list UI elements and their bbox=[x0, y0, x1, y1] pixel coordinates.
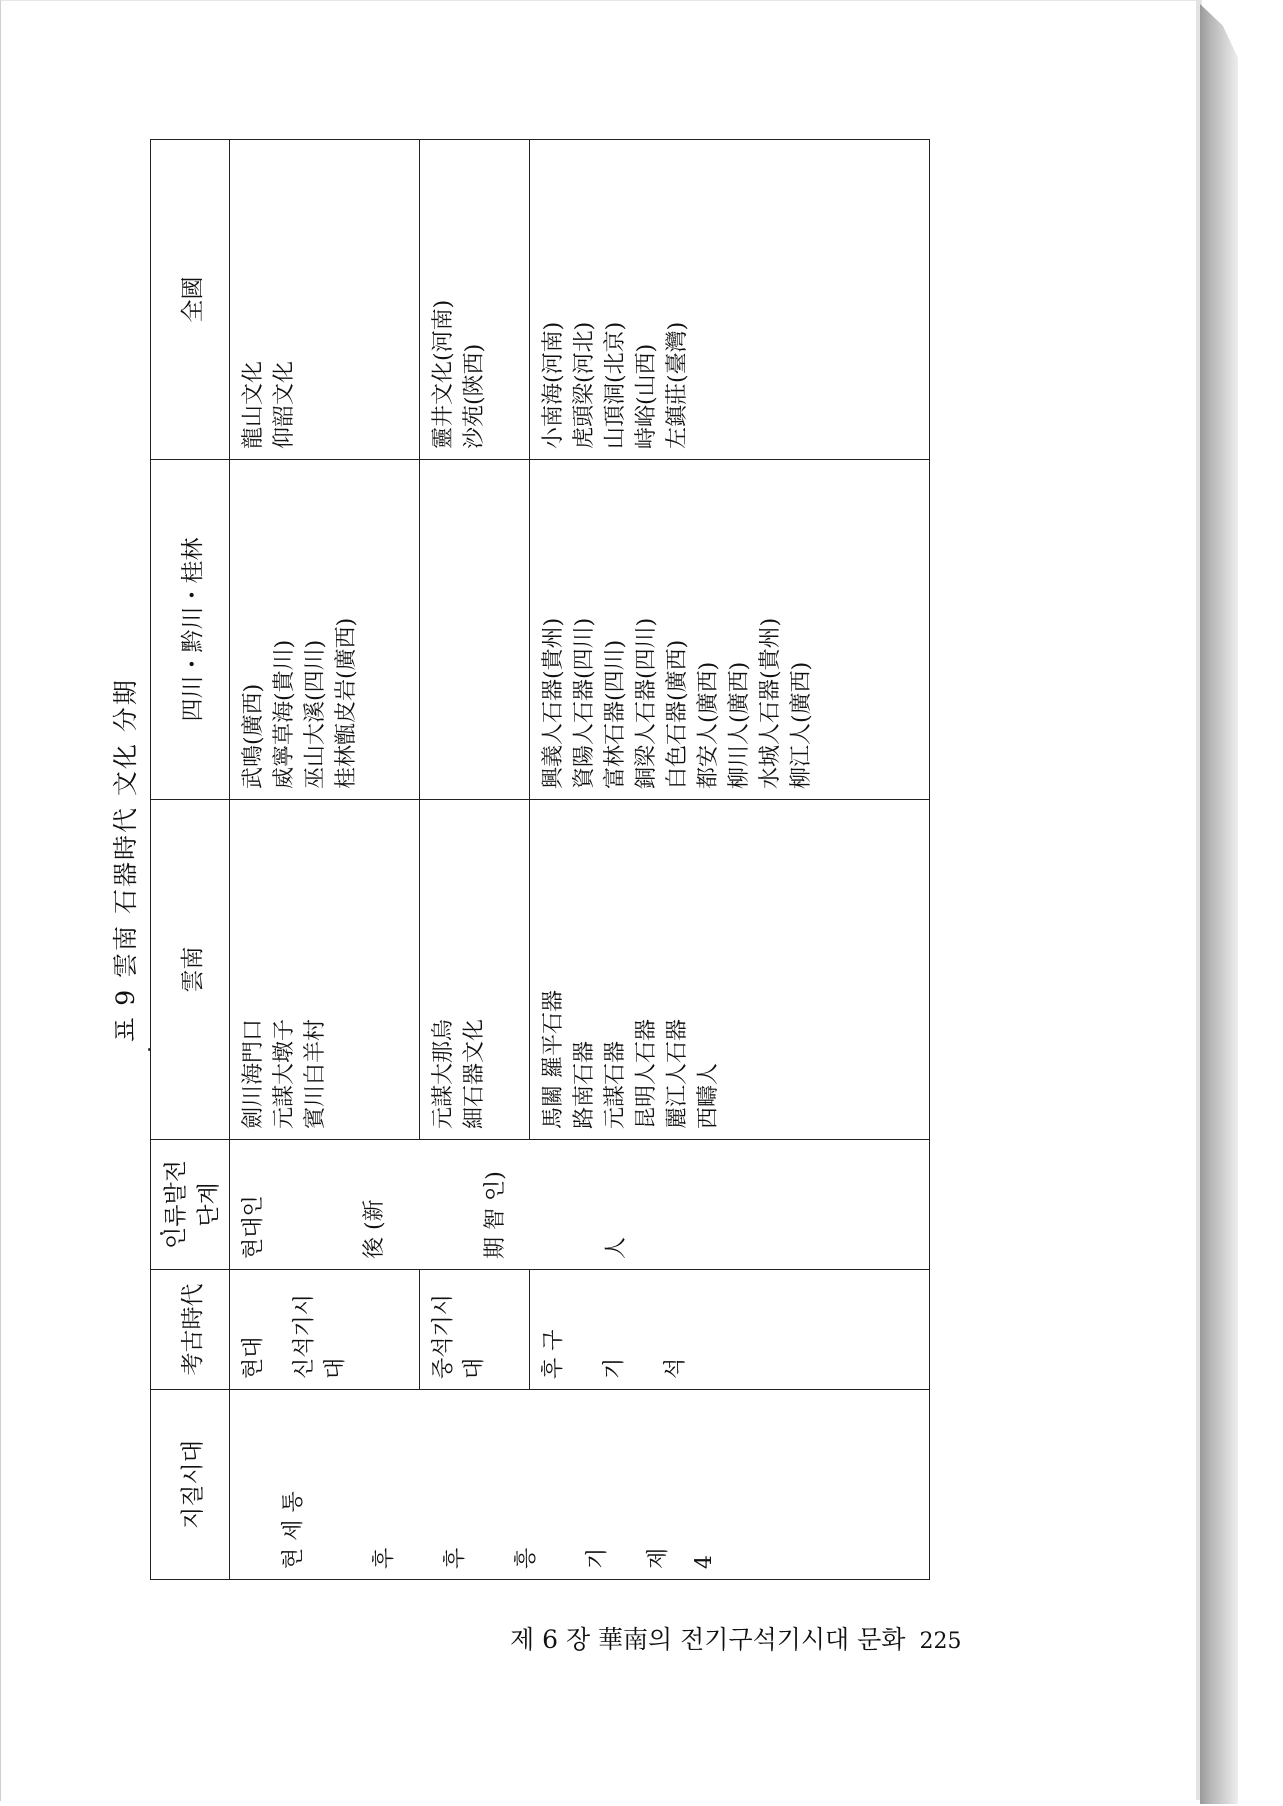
header-sichuan: 四川・黔川・桂林 bbox=[151, 460, 230, 800]
geo-gi: 기 bbox=[585, 1547, 610, 1569]
site: 西疇人 bbox=[696, 1062, 721, 1129]
site: 虎頭梁(河北) bbox=[572, 321, 597, 449]
site: 馬關 羅平石器 bbox=[541, 990, 566, 1129]
site: 山頂洞(北京) bbox=[603, 321, 628, 449]
row1-national bbox=[230, 140, 420, 460]
row1-yunnan bbox=[230, 800, 420, 1140]
arch-seok: 석 bbox=[663, 1357, 688, 1379]
site: 巫山大溪(四川) bbox=[303, 639, 328, 789]
site: 武鳴(廣西) bbox=[241, 683, 266, 789]
site: 白色石器(廣西) bbox=[665, 639, 690, 789]
arch-jungseok-cell bbox=[420, 1270, 530, 1390]
site: 元謀大那烏 bbox=[431, 1018, 456, 1129]
table-caption: 표 9 雲南 石器時代 文化 分期 bbox=[111, 678, 140, 1042]
geo-je: 제 bbox=[646, 1547, 671, 1569]
geo-jeonsetong: 현 세 통 bbox=[281, 1491, 306, 1569]
site: 元謀大墩子 bbox=[272, 1018, 297, 1129]
header-yunnan: 雲南 bbox=[151, 800, 230, 1140]
row3-national bbox=[530, 140, 930, 460]
geo-cell bbox=[230, 1390, 930, 1580]
geo-heung: 흥 bbox=[514, 1547, 539, 1569]
chapter-title: 제 6 장 華南의 전기구석기시대 문화 bbox=[510, 1625, 906, 1654]
arch-hyeondae: 현대 bbox=[241, 1336, 266, 1379]
row1-sichuan bbox=[230, 460, 420, 800]
site: 元謀石器 bbox=[603, 1040, 628, 1129]
site: 柳江人(廣西) bbox=[789, 661, 814, 789]
rotated-table-block bbox=[111, 140, 960, 1580]
site: 龍山文化 bbox=[241, 360, 266, 449]
row3-sichuan bbox=[530, 460, 930, 800]
site: 桂林甑皮岩(廣西) bbox=[334, 617, 359, 789]
site: 都安人(廣西) bbox=[696, 661, 721, 789]
header-human: 인류발전 단계 bbox=[151, 1140, 230, 1270]
arch-sinseok-cell bbox=[230, 1270, 420, 1390]
arch-sinseok: 신석기시대 bbox=[292, 1293, 348, 1379]
geo-hu: 후 bbox=[372, 1547, 397, 1569]
site: 富林石器(四川) bbox=[603, 639, 628, 789]
row2-yunnan bbox=[420, 800, 530, 1140]
site: 峙峪(山西) bbox=[634, 343, 659, 449]
row2-national bbox=[420, 140, 530, 460]
site: 水城人石器(貴州) bbox=[758, 617, 783, 789]
site: 仰韶文化 bbox=[272, 360, 297, 449]
site: 威寧草海(貴川) bbox=[272, 639, 297, 789]
site: 沙苑(陝西) bbox=[462, 343, 487, 449]
arch-hu-gu: 후 구 bbox=[541, 1329, 566, 1379]
site: 資陽人石器(四川) bbox=[572, 617, 597, 789]
site: 路南石器 bbox=[572, 1040, 597, 1129]
site: 劍川海門口 bbox=[241, 1018, 266, 1129]
header-national: 全國 bbox=[151, 140, 230, 460]
page-number: 225 bbox=[919, 1629, 962, 1654]
culture-periodization-table bbox=[150, 139, 930, 1580]
site: 柳川人(廣西) bbox=[727, 661, 752, 789]
arch-gi: 기 bbox=[602, 1357, 627, 1379]
arch-jungseok: 중석기시대 bbox=[431, 1293, 487, 1379]
site: 細石器文化 bbox=[462, 1018, 487, 1129]
row3-yunnan bbox=[530, 800, 930, 1140]
row2-sichuan bbox=[420, 460, 530, 800]
human-ji-gi: 期 智 인) bbox=[483, 1171, 508, 1259]
site: 昆明人石器 bbox=[634, 1018, 659, 1129]
geo-four: 4 bbox=[692, 1555, 717, 1569]
site: 小南海(河南) bbox=[541, 321, 566, 449]
human-hyeondaein: 현대인 bbox=[241, 1195, 266, 1259]
site: 麗江人石器 bbox=[665, 1018, 690, 1129]
site: 賓川白羊村 bbox=[303, 1018, 328, 1129]
header-arch: 考古時代 bbox=[151, 1270, 230, 1390]
site: 銅梁人石器(四川) bbox=[634, 617, 659, 789]
arch-hugu-cell bbox=[530, 1270, 930, 1390]
human-hu-sin: 後 (新 bbox=[362, 1199, 387, 1259]
site: 興義人石器(貴州) bbox=[541, 617, 566, 789]
site: 左鎮莊(臺灣) bbox=[665, 321, 690, 449]
site: 靈井文化(河南) bbox=[431, 299, 456, 449]
page-stack-shadow bbox=[1200, 4, 1238, 1804]
human-in: 人 bbox=[604, 1236, 629, 1259]
geo-hu-2: 후 bbox=[443, 1547, 468, 1569]
header-geo: 지질시대 bbox=[151, 1390, 230, 1580]
page-footer bbox=[510, 1620, 1030, 1656]
human-cell bbox=[230, 1140, 930, 1270]
